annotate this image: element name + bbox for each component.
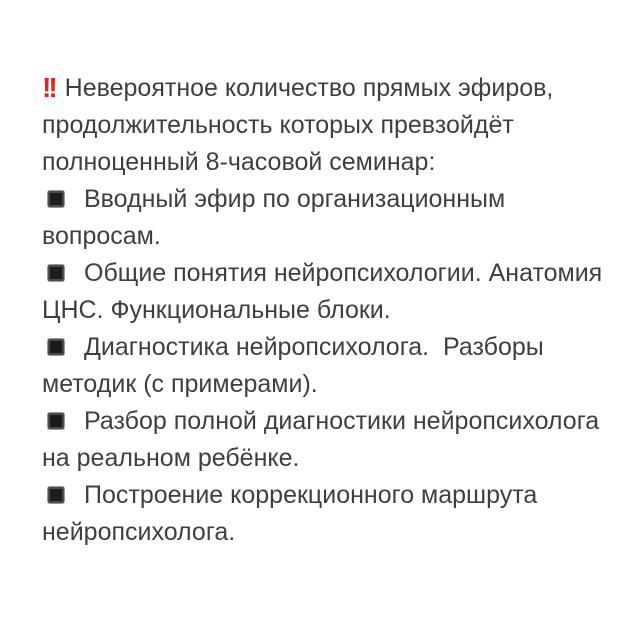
list-item-text: Разбор полной диагностики нейропсихолога на реальном ребёнке.	[42, 407, 600, 472]
intro-paragraph	[42, 69, 622, 181]
post-text-block	[42, 69, 622, 551]
list-item-text: Построение коррекционного маршрута нейропсихолога.	[42, 481, 538, 546]
black-square-bullet-icon	[48, 487, 64, 503]
list-item-text: Диагностика нейропсихолога. Разборы методик (с примерами).	[42, 333, 551, 398]
list-item-text: Общие понятия нейропсихологии. Анатомия ЦНС. Функциональные блоки.	[42, 259, 603, 324]
intro-text: Невероятное количество прямых эфиров, продолжительность которых превзойдёт полноценный 8-часовой семинар:	[42, 74, 554, 176]
black-square-bullet-icon	[48, 265, 64, 281]
list-item	[42, 181, 622, 255]
list-item	[42, 255, 622, 329]
black-square-bullet-icon	[48, 191, 64, 207]
list-item	[42, 403, 622, 477]
list-item-text: Вводный эфир по организационным вопросам.	[42, 185, 506, 250]
black-square-bullet-icon	[48, 339, 64, 355]
black-square-bullet-icon	[48, 413, 64, 429]
list-item	[42, 329, 622, 403]
list-item	[42, 477, 622, 551]
double-exclamation-icon: !!	[42, 72, 55, 103]
